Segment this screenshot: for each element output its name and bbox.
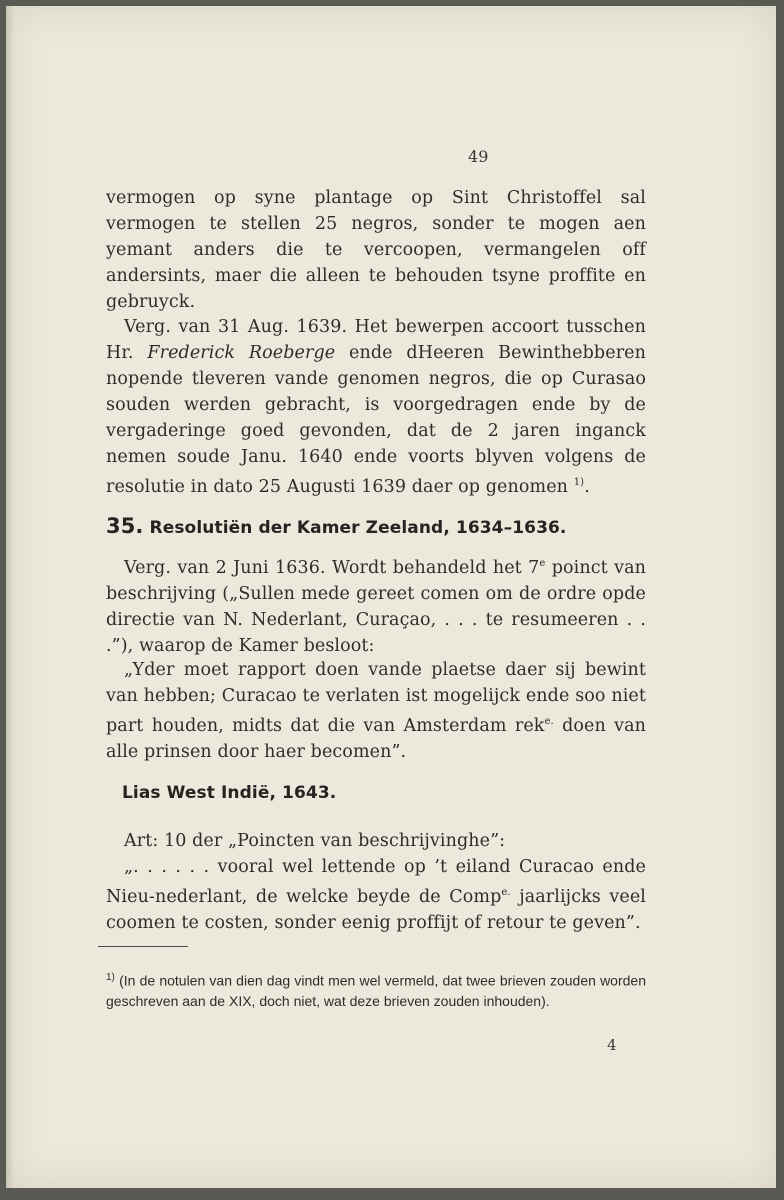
paragraph-5-line-1: Art: 10 der „Poincten van beschrijvinghe”: xyxy=(124,831,506,851)
paragraph-3 xyxy=(106,551,646,659)
paragraph-2-part-c: . xyxy=(584,476,590,497)
paragraph-3-part-b: poinct van beschrijving („Sullen mede gereet comen om de ordre opde directie van N. Nederlant, Curaçao, . . . te resumeeren . . .”), waarop de Kamer besloot: xyxy=(106,557,646,656)
paragraph-4-quote xyxy=(106,657,646,765)
paragraph-4-superscript: e. xyxy=(544,716,554,727)
footnote-divider xyxy=(98,946,188,947)
paragraph-5-part-a: „. . . . . . vooral wel lettende op ’t eiland Curacao ende Nieu-nederlant, de welcke beyde de Comp xyxy=(106,857,646,907)
section-title: Resolutiën der Kamer Zeeland, 1634–1636. xyxy=(149,518,567,538)
paragraph-5 xyxy=(106,828,646,936)
paragraph-2-part-a: Verg. van 31 Aug. 1639. Het bewerpen accoort tusschen Hr. xyxy=(106,317,646,363)
section-heading-lias: Lias West Indië, 1643. xyxy=(122,783,337,803)
footnote-reference[interactable]: 1) xyxy=(573,477,585,488)
section-heading-35 xyxy=(106,514,566,538)
paragraph-1: vermogen op syne plantage op Sint Christoffel sal vermogen te stellen 25 negros, sonder te mogen aen yemant anders die te vercoopen, vermangelen off andersints, maer die alleen te behouden tsyne proffite en gebruyck. xyxy=(106,188,646,312)
signature-mark: 4 xyxy=(607,1036,617,1054)
section-number: 35. xyxy=(106,514,144,538)
footnote xyxy=(106,968,646,1011)
footnote-marker: 1) xyxy=(106,972,115,983)
footnote-text: (In de notulen van dien dag vindt men wel vermeld, dat twee brieven zouden worden geschreven aan de XIX, doch niet, wat deze brieven zouden inhouden). xyxy=(106,972,646,1009)
paragraph-3-part-a: Verg. van 2 Juni 1636. Wordt behandeld het 7 xyxy=(124,557,540,578)
book-page xyxy=(6,6,776,1188)
person-name: Frederick Roeberge xyxy=(147,343,336,363)
paragraph-4-part-a: „Yder moet rapport doen vande plaetse daer sij bewint van hebben; Curacao te verlaten ist mogelijck ende soo niet part houden, midts dat die van Amsterdam rek xyxy=(106,660,646,736)
paragraph-5-superscript: e. xyxy=(501,887,511,898)
paragraph-2 xyxy=(106,314,646,500)
page-number: 49 xyxy=(468,147,489,166)
paragraph-4-part-b: doen van alle prinsen door haer becomen”. xyxy=(106,715,647,762)
paragraph-5-part-b: jaarlijcks veel coomen te costen, sonder eenig proffijt of retour te geven”. xyxy=(106,886,646,933)
paragraph-2-part-b: ende dHeeren Bewinthebberen nopende tleveren vande genomen negros, die op Curasao souden werden gebracht, is voorgedragen ende by de vergaderinge goed gevonden, dat de 2 jaren inganck nemen soude Janu. 1640 ende voorts blyven volgens de resolutie in dato 25 Augusti 1639 daer op genomen xyxy=(106,343,646,497)
paragraph-5-quote xyxy=(106,854,646,936)
paragraph-3-superscript: e xyxy=(539,558,546,569)
